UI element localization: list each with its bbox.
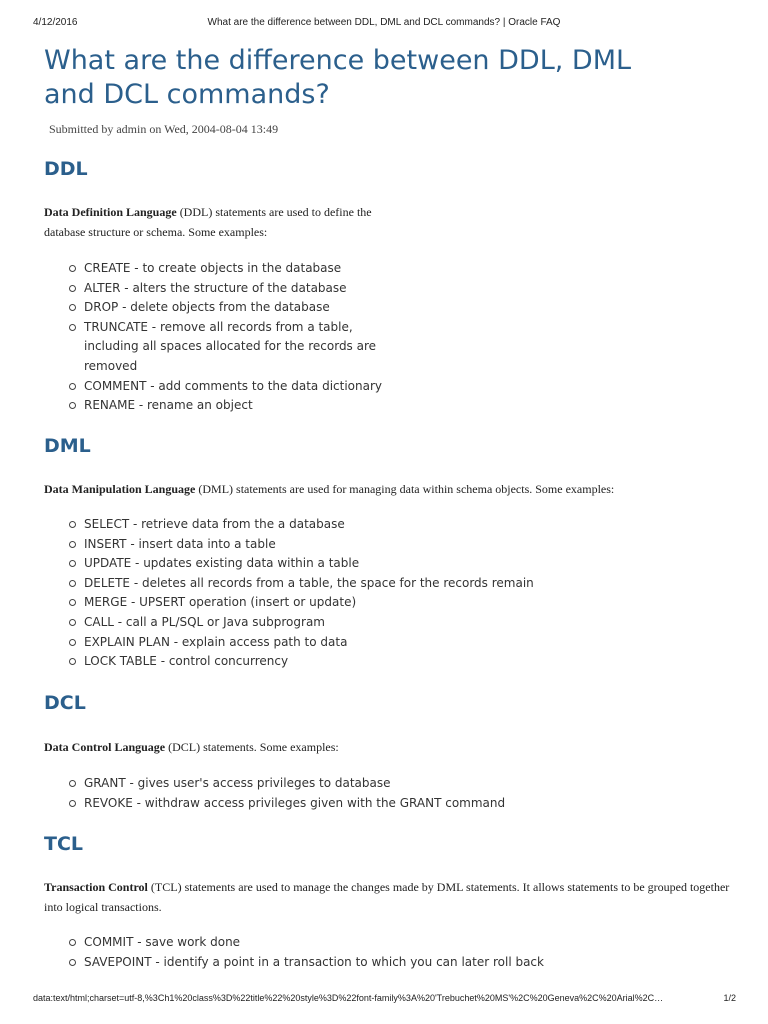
dcl-command-list (44, 774, 734, 813)
tcl-command-list (44, 933, 734, 972)
list-item: TRUNCATE - remove all records from a table, including all spaces allocated for the records are removed (44, 318, 389, 377)
section-heading-dcl: DCL (44, 692, 86, 714)
dml-intro (44, 479, 734, 499)
list-item: DELETE - deletes all records from a table, the space for the records remain (44, 574, 734, 594)
section-heading-ddl: DDL (44, 158, 88, 180)
ddl-term: Data Definition Language (44, 205, 177, 219)
ddl-intro (44, 202, 444, 242)
print-date: 4/12/2016 (33, 17, 78, 28)
ddl-command-list (44, 259, 389, 416)
tcl-intro-text: (TCL) statements are used to manage the changes made by DML statements. It allows statements to be grouped together into logical transactions. (44, 880, 730, 914)
dml-command-list (44, 515, 734, 672)
list-item: CALL - call a PL/SQL or Java subprogram (44, 613, 734, 633)
tcl-intro (44, 877, 734, 917)
ddl-intro-text-1: (DDL) statements are used to define the (176, 205, 372, 219)
tcl-term: Transaction Control (44, 880, 148, 894)
print-footer (0, 993, 768, 1007)
list-item: LOCK TABLE - control concurrency (44, 652, 734, 672)
list-item: SAVEPOINT - identify a point in a transaction to which you can later roll back (44, 953, 734, 973)
print-page-title: What are the difference between DDL, DML and DCL commands? | Oracle FAQ (207, 17, 561, 28)
page-title: What are the difference between DDL, DML and DCL commands? (44, 45, 632, 110)
dcl-intro-text: (DCL) statements. Some examples: (165, 740, 339, 754)
ddl-intro-text-2: database structure or schema. Some examples: (44, 225, 268, 239)
list-item: INSERT - insert data into a table (44, 535, 734, 555)
dcl-intro (44, 737, 734, 757)
dcl-term: Data Control Language (44, 740, 166, 754)
dml-intro-text: (DML) statements are used for managing data within schema objects. Some examples: (195, 482, 615, 496)
list-item: GRANT - gives user's access privileges to database (44, 774, 734, 794)
article (44, 44, 734, 137)
list-item: COMMIT - save work done (44, 933, 734, 953)
list-item: ALTER - alters the structure of the database (44, 279, 389, 299)
list-item: CREATE - to create objects in the database (44, 259, 389, 279)
print-page-number: 1/2 (723, 993, 736, 1003)
dml-term: Data Manipulation Language (44, 482, 196, 496)
section-heading-dml: DML (44, 435, 91, 457)
list-item: UPDATE - updates existing data within a table (44, 554, 734, 574)
list-item: MERGE - UPSERT operation (insert or update) (44, 593, 734, 613)
list-item: REVOKE - withdraw access privileges given with the GRANT command (44, 794, 734, 814)
submitted-byline: Submitted by admin on Wed, 2004-08-04 13:49 (49, 122, 279, 136)
section-heading-tcl: TCL (44, 833, 84, 855)
list-item: EXPLAIN PLAN - explain access path to data (44, 633, 734, 653)
print-source-url: data:text/html;charset=utf-8,%3Ch1%20class%3D%22title%22%20style%3D%22font-family%3A%20'Trebuchet%20MS'%2C%20Geneva%2C%20Arial%2C… (33, 993, 664, 1003)
print-header (0, 17, 768, 31)
list-item: RENAME - rename an object (44, 396, 389, 416)
list-item: DROP - delete objects from the database (44, 298, 389, 318)
list-item: SELECT - retrieve data from the a database (44, 515, 734, 535)
list-item: COMMENT - add comments to the data dictionary (44, 377, 389, 397)
